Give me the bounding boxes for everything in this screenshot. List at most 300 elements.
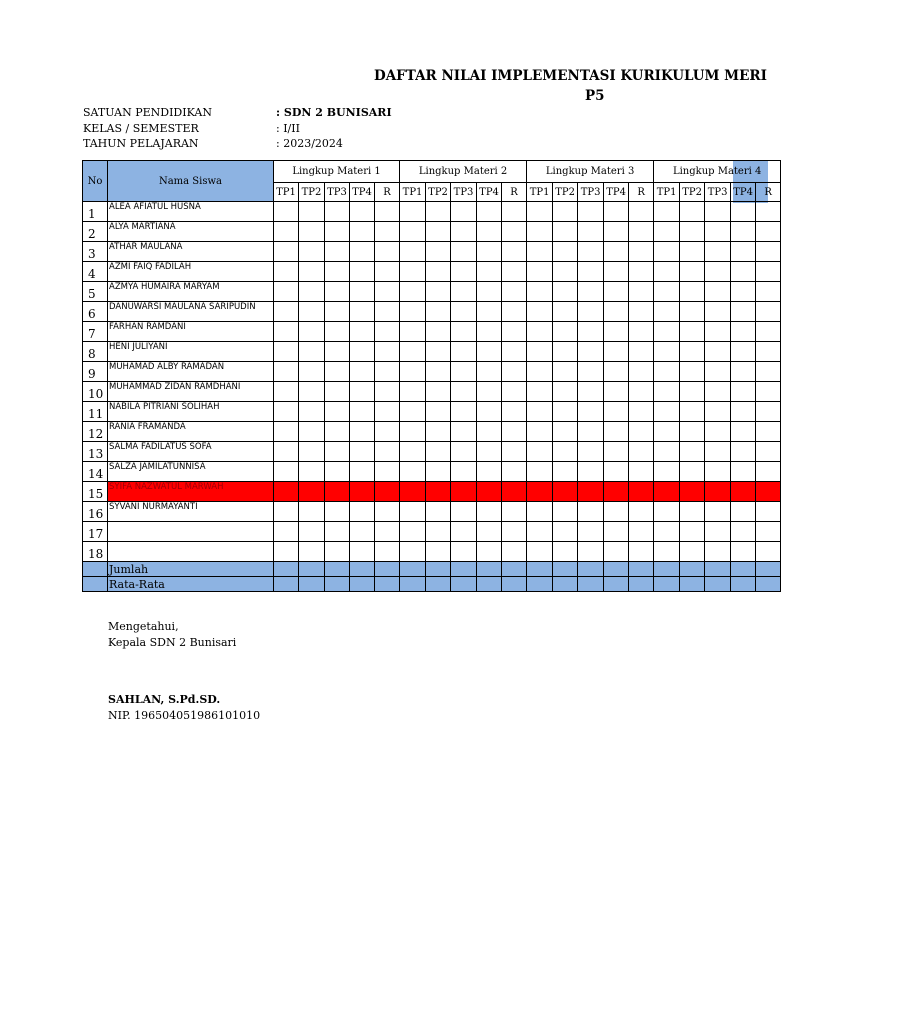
score-cell[interactable] [629, 262, 654, 282]
summary-cell[interactable] [705, 562, 731, 577]
score-cell[interactable] [578, 542, 604, 562]
score-cell[interactable] [325, 402, 350, 422]
score-cell[interactable] [274, 222, 299, 242]
score-cell[interactable] [477, 322, 502, 342]
score-cell[interactable] [731, 382, 756, 402]
score-cell[interactable] [274, 502, 299, 522]
score-cell[interactable] [705, 222, 731, 242]
score-cell[interactable] [527, 322, 553, 342]
score-cell[interactable] [274, 282, 299, 302]
score-cell[interactable] [654, 302, 680, 322]
score-cell[interactable] [274, 482, 299, 502]
score-cell[interactable] [756, 482, 781, 502]
score-cell[interactable] [375, 322, 400, 342]
score-cell[interactable] [680, 382, 705, 402]
score-cell[interactable] [350, 222, 375, 242]
score-cell[interactable] [680, 242, 705, 262]
score-cell[interactable] [426, 222, 451, 242]
score-cell[interactable] [325, 242, 350, 262]
summary-cell[interactable] [705, 577, 731, 592]
score-cell[interactable] [502, 462, 527, 482]
score-cell[interactable] [680, 442, 705, 462]
score-cell[interactable] [756, 422, 781, 442]
score-cell[interactable] [680, 522, 705, 542]
student-name-cell[interactable]: AZMYA HUMAIRA MARYAM [108, 282, 274, 302]
score-cell[interactable] [502, 262, 527, 282]
score-cell[interactable] [553, 202, 578, 222]
score-cell[interactable] [426, 442, 451, 462]
score-cell[interactable] [400, 522, 426, 542]
score-cell[interactable] [451, 362, 477, 382]
score-cell[interactable] [604, 462, 629, 482]
score-cell[interactable] [680, 322, 705, 342]
score-cell[interactable] [350, 402, 375, 422]
score-cell[interactable] [578, 502, 604, 522]
score-cell[interactable] [604, 242, 629, 262]
score-cell[interactable] [553, 382, 578, 402]
score-cell[interactable] [426, 322, 451, 342]
score-cell[interactable] [350, 462, 375, 482]
score-cell[interactable] [477, 342, 502, 362]
score-cell[interactable] [578, 202, 604, 222]
score-cell[interactable] [654, 382, 680, 402]
score-cell[interactable] [527, 422, 553, 442]
score-cell[interactable] [756, 322, 781, 342]
summary-cell[interactable] [299, 562, 325, 577]
score-cell[interactable] [553, 242, 578, 262]
score-cell[interactable] [604, 222, 629, 242]
score-cell[interactable] [629, 402, 654, 422]
score-cell[interactable] [299, 522, 325, 542]
score-cell[interactable] [451, 302, 477, 322]
summary-cell[interactable] [629, 562, 654, 577]
summary-cell[interactable] [299, 577, 325, 592]
student-name-cell[interactable]: SALMA FADILATUS SOFA [108, 442, 274, 462]
score-cell[interactable] [299, 282, 325, 302]
score-cell[interactable] [629, 462, 654, 482]
score-cell[interactable] [325, 342, 350, 362]
score-cell[interactable] [350, 282, 375, 302]
score-cell[interactable] [604, 522, 629, 542]
score-cell[interactable] [400, 382, 426, 402]
score-cell[interactable] [477, 402, 502, 422]
summary-cell[interactable] [477, 562, 502, 577]
score-cell[interactable] [477, 522, 502, 542]
score-cell[interactable] [629, 242, 654, 262]
student-name-cell[interactable]: ALEA AFIATUL HUSNA [108, 202, 274, 222]
score-cell[interactable] [553, 502, 578, 522]
score-cell[interactable] [350, 522, 375, 542]
score-cell[interactable] [426, 262, 451, 282]
score-cell[interactable] [502, 402, 527, 422]
score-cell[interactable] [451, 242, 477, 262]
score-cell[interactable] [426, 202, 451, 222]
score-cell[interactable] [731, 302, 756, 322]
score-cell[interactable] [629, 322, 654, 342]
score-cell[interactable] [629, 442, 654, 462]
score-cell[interactable] [680, 462, 705, 482]
score-cell[interactable] [527, 442, 553, 462]
student-name-cell[interactable]: HENI JULIYANI [108, 342, 274, 362]
summary-cell[interactable] [527, 577, 553, 592]
score-cell[interactable] [274, 362, 299, 382]
score-cell[interactable] [553, 262, 578, 282]
score-cell[interactable] [756, 442, 781, 462]
summary-cell[interactable] [274, 577, 299, 592]
score-cell[interactable] [274, 242, 299, 262]
score-cell[interactable] [299, 422, 325, 442]
score-cell[interactable] [325, 522, 350, 542]
score-cell[interactable] [274, 402, 299, 422]
score-cell[interactable] [325, 542, 350, 562]
score-cell[interactable] [680, 362, 705, 382]
score-cell[interactable] [400, 502, 426, 522]
score-cell[interactable] [629, 282, 654, 302]
score-cell[interactable] [299, 382, 325, 402]
score-cell[interactable] [375, 222, 400, 242]
score-cell[interactable] [299, 502, 325, 522]
score-cell[interactable] [502, 302, 527, 322]
score-cell[interactable] [731, 282, 756, 302]
score-cell[interactable] [553, 442, 578, 462]
score-cell[interactable] [527, 282, 553, 302]
score-cell[interactable] [274, 322, 299, 342]
score-cell[interactable] [350, 262, 375, 282]
score-cell[interactable] [451, 402, 477, 422]
score-cell[interactable] [756, 202, 781, 222]
score-cell[interactable] [553, 462, 578, 482]
score-cell[interactable] [629, 522, 654, 542]
score-cell[interactable] [426, 302, 451, 322]
score-cell[interactable] [527, 502, 553, 522]
score-cell[interactable] [299, 202, 325, 222]
score-cell[interactable] [325, 302, 350, 322]
score-cell[interactable] [502, 422, 527, 442]
score-cell[interactable] [654, 362, 680, 382]
score-cell[interactable] [553, 222, 578, 242]
score-cell[interactable] [350, 342, 375, 362]
score-cell[interactable] [451, 522, 477, 542]
summary-cell[interactable] [654, 577, 680, 592]
score-cell[interactable] [578, 242, 604, 262]
score-cell[interactable] [400, 362, 426, 382]
score-cell[interactable] [578, 222, 604, 242]
score-cell[interactable] [426, 282, 451, 302]
score-cell[interactable] [629, 302, 654, 322]
summary-cell[interactable] [502, 562, 527, 577]
score-cell[interactable] [350, 542, 375, 562]
score-cell[interactable] [680, 502, 705, 522]
score-cell[interactable] [274, 522, 299, 542]
score-cell[interactable] [299, 222, 325, 242]
student-name-cell[interactable]: SALZA JAMILATUNNISA [108, 462, 274, 482]
score-cell[interactable] [375, 442, 400, 462]
score-cell[interactable] [400, 482, 426, 502]
score-cell[interactable] [604, 482, 629, 502]
score-cell[interactable] [274, 342, 299, 362]
score-cell[interactable] [604, 262, 629, 282]
score-cell[interactable] [477, 242, 502, 262]
score-cell[interactable] [731, 442, 756, 462]
score-cell[interactable] [553, 542, 578, 562]
student-name-cell[interactable]: NABILA PITRIANI SOLIHAH [108, 402, 274, 422]
score-cell[interactable] [400, 462, 426, 482]
score-cell[interactable] [756, 342, 781, 362]
score-cell[interactable] [654, 482, 680, 502]
score-cell[interactable] [680, 482, 705, 502]
score-cell[interactable] [705, 322, 731, 342]
score-cell[interactable] [274, 542, 299, 562]
score-cell[interactable] [553, 362, 578, 382]
summary-cell[interactable] [654, 562, 680, 577]
score-cell[interactable] [477, 302, 502, 322]
score-cell[interactable] [426, 242, 451, 262]
score-cell[interactable] [654, 202, 680, 222]
score-cell[interactable] [502, 442, 527, 462]
score-cell[interactable] [756, 502, 781, 522]
score-cell[interactable] [578, 422, 604, 442]
score-cell[interactable] [731, 482, 756, 502]
score-cell[interactable] [375, 202, 400, 222]
score-cell[interactable] [426, 382, 451, 402]
summary-cell[interactable] [731, 577, 756, 592]
score-cell[interactable] [527, 362, 553, 382]
score-cell[interactable] [375, 462, 400, 482]
student-name-cell[interactable]: SYVANI NURMAYANTI [108, 502, 274, 522]
score-cell[interactable] [502, 542, 527, 562]
score-cell[interactable] [375, 382, 400, 402]
score-cell[interactable] [578, 382, 604, 402]
score-cell[interactable] [654, 522, 680, 542]
score-cell[interactable] [477, 202, 502, 222]
score-cell[interactable] [274, 442, 299, 462]
score-cell[interactable] [477, 542, 502, 562]
score-cell[interactable] [527, 262, 553, 282]
score-cell[interactable] [756, 462, 781, 482]
score-cell[interactable] [553, 322, 578, 342]
score-cell[interactable] [502, 242, 527, 262]
score-cell[interactable] [731, 542, 756, 562]
score-cell[interactable] [731, 242, 756, 262]
score-cell[interactable] [451, 262, 477, 282]
score-cell[interactable] [680, 342, 705, 362]
score-cell[interactable] [350, 482, 375, 502]
score-cell[interactable] [477, 442, 502, 462]
score-cell[interactable] [477, 462, 502, 482]
score-cell[interactable] [325, 282, 350, 302]
score-cell[interactable] [299, 262, 325, 282]
score-cell[interactable] [350, 322, 375, 342]
score-cell[interactable] [553, 482, 578, 502]
score-cell[interactable] [654, 222, 680, 242]
score-cell[interactable] [375, 302, 400, 322]
score-cell[interactable] [604, 502, 629, 522]
score-cell[interactable] [502, 362, 527, 382]
score-cell[interactable] [299, 362, 325, 382]
score-cell[interactable] [578, 322, 604, 342]
summary-cell[interactable] [477, 577, 502, 592]
score-cell[interactable] [731, 262, 756, 282]
score-cell[interactable] [604, 302, 629, 322]
score-cell[interactable] [654, 262, 680, 282]
score-cell[interactable] [654, 542, 680, 562]
score-cell[interactable] [527, 482, 553, 502]
summary-cell[interactable] [629, 577, 654, 592]
score-cell[interactable] [680, 262, 705, 282]
score-cell[interactable] [325, 482, 350, 502]
score-cell[interactable] [325, 382, 350, 402]
score-cell[interactable] [578, 402, 604, 422]
score-cell[interactable] [299, 542, 325, 562]
score-cell[interactable] [400, 342, 426, 362]
score-cell[interactable] [553, 402, 578, 422]
summary-cell[interactable] [325, 577, 350, 592]
score-cell[interactable] [604, 542, 629, 562]
score-cell[interactable] [629, 542, 654, 562]
score-cell[interactable] [426, 482, 451, 502]
score-cell[interactable] [502, 202, 527, 222]
score-cell[interactable] [400, 442, 426, 462]
score-cell[interactable] [756, 262, 781, 282]
score-cell[interactable] [375, 362, 400, 382]
score-cell[interactable] [325, 502, 350, 522]
score-cell[interactable] [578, 262, 604, 282]
score-cell[interactable] [325, 462, 350, 482]
score-cell[interactable] [756, 542, 781, 562]
score-cell[interactable] [350, 382, 375, 402]
score-cell[interactable] [604, 422, 629, 442]
student-name-cell[interactable]: ATHAR MAULANA [108, 242, 274, 262]
score-cell[interactable] [477, 362, 502, 382]
score-cell[interactable] [274, 302, 299, 322]
score-cell[interactable] [325, 262, 350, 282]
summary-cell[interactable] [604, 562, 629, 577]
score-cell[interactable] [400, 322, 426, 342]
score-cell[interactable] [451, 422, 477, 442]
score-cell[interactable] [527, 342, 553, 362]
student-name-cell[interactable]: FARHAN RAMDANI [108, 322, 274, 342]
score-cell[interactable] [578, 522, 604, 542]
score-cell[interactable] [426, 462, 451, 482]
score-cell[interactable] [604, 442, 629, 462]
score-cell[interactable] [477, 382, 502, 402]
score-cell[interactable] [604, 342, 629, 362]
score-cell[interactable] [527, 522, 553, 542]
score-cell[interactable] [350, 362, 375, 382]
score-cell[interactable] [705, 342, 731, 362]
score-cell[interactable] [375, 422, 400, 442]
score-cell[interactable] [731, 362, 756, 382]
score-cell[interactable] [731, 522, 756, 542]
score-cell[interactable] [400, 302, 426, 322]
score-cell[interactable] [680, 282, 705, 302]
summary-cell[interactable] [451, 577, 477, 592]
score-cell[interactable] [325, 322, 350, 342]
score-cell[interactable] [756, 402, 781, 422]
score-cell[interactable] [705, 382, 731, 402]
score-cell[interactable] [527, 222, 553, 242]
score-cell[interactable] [299, 482, 325, 502]
score-cell[interactable] [375, 282, 400, 302]
score-cell[interactable] [756, 302, 781, 322]
score-cell[interactable] [604, 202, 629, 222]
score-cell[interactable] [299, 302, 325, 322]
score-cell[interactable] [731, 202, 756, 222]
score-cell[interactable] [451, 222, 477, 242]
score-cell[interactable] [654, 242, 680, 262]
score-cell[interactable] [705, 542, 731, 562]
score-cell[interactable] [705, 202, 731, 222]
score-cell[interactable] [654, 342, 680, 362]
score-cell[interactable] [604, 282, 629, 302]
score-cell[interactable] [553, 422, 578, 442]
score-cell[interactable] [654, 502, 680, 522]
score-cell[interactable] [731, 402, 756, 422]
score-cell[interactable] [502, 322, 527, 342]
score-cell[interactable] [705, 362, 731, 382]
score-cell[interactable] [350, 202, 375, 222]
score-cell[interactable] [375, 522, 400, 542]
score-cell[interactable] [451, 542, 477, 562]
summary-cell[interactable] [578, 562, 604, 577]
score-cell[interactable] [451, 482, 477, 502]
score-cell[interactable] [375, 242, 400, 262]
score-cell[interactable] [654, 402, 680, 422]
score-cell[interactable] [731, 322, 756, 342]
score-cell[interactable] [578, 482, 604, 502]
score-cell[interactable] [680, 402, 705, 422]
score-cell[interactable] [451, 442, 477, 462]
score-cell[interactable] [527, 302, 553, 322]
score-cell[interactable] [629, 342, 654, 362]
score-cell[interactable] [375, 482, 400, 502]
score-cell[interactable] [375, 262, 400, 282]
score-cell[interactable] [629, 202, 654, 222]
score-cell[interactable] [299, 322, 325, 342]
score-cell[interactable] [756, 222, 781, 242]
score-cell[interactable] [325, 442, 350, 462]
score-cell[interactable] [629, 502, 654, 522]
score-cell[interactable] [654, 282, 680, 302]
score-cell[interactable] [527, 542, 553, 562]
summary-cell[interactable] [756, 577, 781, 592]
summary-cell[interactable] [375, 562, 400, 577]
score-cell[interactable] [451, 322, 477, 342]
score-cell[interactable] [578, 282, 604, 302]
score-cell[interactable] [400, 402, 426, 422]
score-cell[interactable] [578, 302, 604, 322]
score-cell[interactable] [705, 462, 731, 482]
score-cell[interactable] [400, 262, 426, 282]
score-cell[interactable] [325, 422, 350, 442]
summary-cell[interactable] [350, 562, 375, 577]
summary-cell[interactable] [350, 577, 375, 592]
score-cell[interactable] [426, 362, 451, 382]
score-cell[interactable] [477, 262, 502, 282]
score-cell[interactable] [527, 402, 553, 422]
score-cell[interactable] [756, 362, 781, 382]
score-cell[interactable] [680, 202, 705, 222]
score-cell[interactable] [680, 422, 705, 442]
score-cell[interactable] [756, 282, 781, 302]
score-cell[interactable] [350, 502, 375, 522]
score-cell[interactable] [502, 522, 527, 542]
student-name-cell[interactable]: MUHAMAD ALBY RAMADAN [108, 362, 274, 382]
student-name-cell[interactable] [108, 522, 274, 542]
score-cell[interactable] [350, 302, 375, 322]
score-cell[interactable] [680, 222, 705, 242]
student-name-cell[interactable]: MUHAMMAD ZIDAN RAMDHANI [108, 382, 274, 402]
